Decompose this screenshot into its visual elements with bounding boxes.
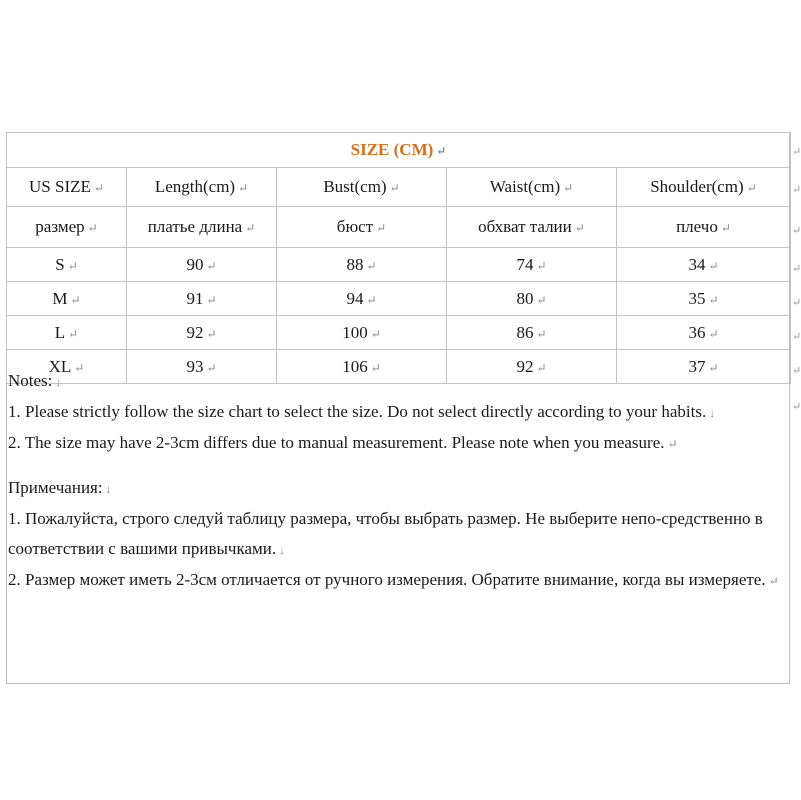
cell-value: 92: [186, 322, 204, 342]
paragraph-mark-icon: ↵: [206, 360, 217, 375]
notes-heading-en: [8, 366, 790, 397]
table-row: [7, 316, 791, 350]
paragraph-mark-icon: ↵: [746, 181, 757, 195]
row-end-mark-icon: ↵: [792, 297, 801, 309]
column-header: US SIZE: [29, 177, 91, 196]
cell-value: 91: [186, 288, 204, 308]
table-cell: [7, 282, 127, 316]
cell-value: 80: [516, 288, 534, 308]
header-cell-ru: [447, 207, 617, 248]
size-label: XL: [48, 356, 72, 376]
paragraph-mark-icon: ↵: [366, 258, 377, 273]
table-cell: [447, 316, 617, 350]
cell-value: 94: [346, 288, 364, 308]
table-title: SIZE (CM): [350, 140, 434, 159]
row-end-mark-icon: ↵: [792, 365, 801, 377]
paragraph-mark-icon: ↵: [708, 326, 719, 341]
paragraph-mark-icon: ↵: [536, 326, 547, 341]
note-ru-1: [8, 504, 790, 565]
cell-value: 92: [516, 356, 534, 376]
cell-value: 106: [342, 356, 368, 376]
table-cell: [617, 316, 791, 350]
note-en-1-text: 1. Please strictly follow the size chart to select the size. Do not select directly according to your habits.: [8, 402, 707, 421]
table-cell: [277, 282, 447, 316]
note-ru-1-text: 1. Пожалуйста, строго следуй таблицу размера, чтобы выбрать размер. Не выберите непо-средственно в соответствии с вашими привычками.: [8, 509, 763, 558]
paragraph-mark-icon: ↵: [708, 360, 719, 375]
column-header-ru: бюст: [336, 217, 374, 236]
paragraph-mark-icon: ↵: [536, 258, 547, 273]
column-header-ru: платье длина: [147, 217, 243, 236]
cell-value: 100: [342, 322, 368, 342]
note-en-2-text: 2. The size may have 2-3cm differs due to manual measurement. Please note when you measure.: [8, 433, 665, 452]
header-cell: [447, 168, 617, 207]
cell-value: 36: [688, 322, 706, 342]
row-end-mark-icon: ↵: [792, 184, 801, 196]
note-en-1: [8, 397, 790, 428]
header-row-ru: [7, 207, 791, 248]
table-row: [7, 282, 791, 316]
row-end-mark-icon: ↵: [792, 401, 801, 413]
header-cell-ru: [7, 207, 127, 248]
line-break-icon: ↓: [279, 543, 286, 557]
header-cell-ru: [127, 207, 277, 248]
paragraph-mark-icon: ↵: [389, 181, 400, 195]
table-cell: [127, 248, 277, 282]
size-label: S: [55, 254, 65, 274]
size-label: M: [52, 288, 68, 308]
cell-value: 86: [516, 322, 534, 342]
note-ru-2-text: 2. Размер может иметь 2-3см отличается от ручного измерения. Обратите внимание, когда вы измеряете.: [8, 570, 766, 589]
notes-heading-ru-text: Примечания:: [8, 478, 103, 497]
table-cell: [447, 248, 617, 282]
row-end-mark-icon: ↵: [792, 263, 801, 275]
cell-value: 37: [688, 356, 706, 376]
paragraph-mark-icon: ↵: [93, 181, 104, 195]
table-cell: [277, 316, 447, 350]
column-header: Shoulder(cm): [650, 177, 744, 196]
header-row-en: [7, 168, 791, 207]
paragraph-mark-icon: ↵: [376, 221, 387, 235]
paragraph-mark-icon: ↵: [708, 258, 719, 273]
paragraph-mark-icon: ↵: [238, 181, 249, 195]
cell-value: 93: [186, 356, 204, 376]
paragraph-mark-icon: ↵: [245, 221, 256, 235]
paragraph-mark-icon: ↵: [370, 360, 381, 375]
size-label: L: [54, 322, 66, 342]
cell-value: 34: [688, 254, 706, 274]
notes-heading-ru: [8, 473, 790, 504]
column-header: Waist(cm): [489, 177, 561, 196]
paragraph-mark-icon: ↵: [74, 360, 85, 375]
table-cell: [447, 282, 617, 316]
row-end-mark-icon: ↵: [792, 225, 801, 237]
table-cell: [617, 282, 791, 316]
cell-value: 35: [688, 288, 706, 308]
paragraph-mark-icon: ↵: [768, 574, 779, 588]
table-cell: [127, 282, 277, 316]
column-header: Bust(cm): [323, 177, 387, 196]
header-cell: [617, 168, 791, 207]
paragraph-mark-icon: ↵: [70, 292, 81, 307]
paragraph-mark-icon: ↵: [67, 258, 78, 273]
table-cell: [617, 248, 791, 282]
row-end-mark-icon: ↵: [792, 146, 801, 158]
paragraph-mark-icon: ↵: [206, 326, 217, 341]
cell-value: 74: [516, 254, 534, 274]
paragraph-mark-icon: ↵: [667, 437, 678, 451]
note-en-2: [8, 428, 790, 459]
header-cell: [7, 168, 127, 207]
paragraph-mark-icon: ↵: [720, 221, 731, 235]
table-row: [7, 248, 791, 282]
column-header-ru: размер: [35, 217, 85, 236]
paragraph-mark-icon: ↵: [206, 292, 217, 307]
paragraph-mark-icon: ↵: [366, 292, 377, 307]
line-break-icon: ↓: [709, 406, 716, 420]
header-cell: [127, 168, 277, 207]
size-table: [6, 132, 791, 384]
line-break-icon: ↓: [105, 482, 112, 496]
paragraph-mark-icon: ↵: [87, 221, 98, 235]
paragraph-mark-icon: ↵: [563, 181, 574, 195]
cell-value: 88: [346, 254, 364, 274]
column-header-ru: обхват талии: [478, 217, 572, 236]
paragraph-mark-icon: ↵: [708, 292, 719, 307]
table-cell: [7, 316, 127, 350]
note-ru-2: [8, 565, 790, 596]
paragraph-mark-icon: ↵: [436, 144, 447, 158]
header-cell-ru: [617, 207, 791, 248]
column-header: Length(cm): [154, 177, 236, 196]
table-title-row: [7, 133, 791, 168]
paragraph-mark-icon: ↵: [536, 292, 547, 307]
table-cell: [127, 316, 277, 350]
spacer: [8, 459, 790, 473]
table-cell: [277, 248, 447, 282]
paragraph-mark-icon: ↵: [68, 326, 79, 341]
notes-heading-en-text: Notes:: [8, 371, 53, 390]
column-header-ru: плечо: [676, 217, 718, 236]
paragraph-mark-icon: ↵: [206, 258, 217, 273]
paragraph-mark-icon: ↵: [574, 221, 585, 235]
table-title-cell: [7, 133, 791, 168]
paragraph-mark-icon: ↵: [536, 360, 547, 375]
cell-value: 90: [186, 254, 204, 274]
row-end-mark-icon: ↵: [792, 331, 801, 343]
table-cell: [7, 248, 127, 282]
notes-section: [6, 366, 790, 684]
paragraph-mark-icon: ↵: [370, 326, 381, 341]
header-cell: [277, 168, 447, 207]
header-cell-ru: [277, 207, 447, 248]
line-break-icon: ↓: [55, 375, 62, 389]
